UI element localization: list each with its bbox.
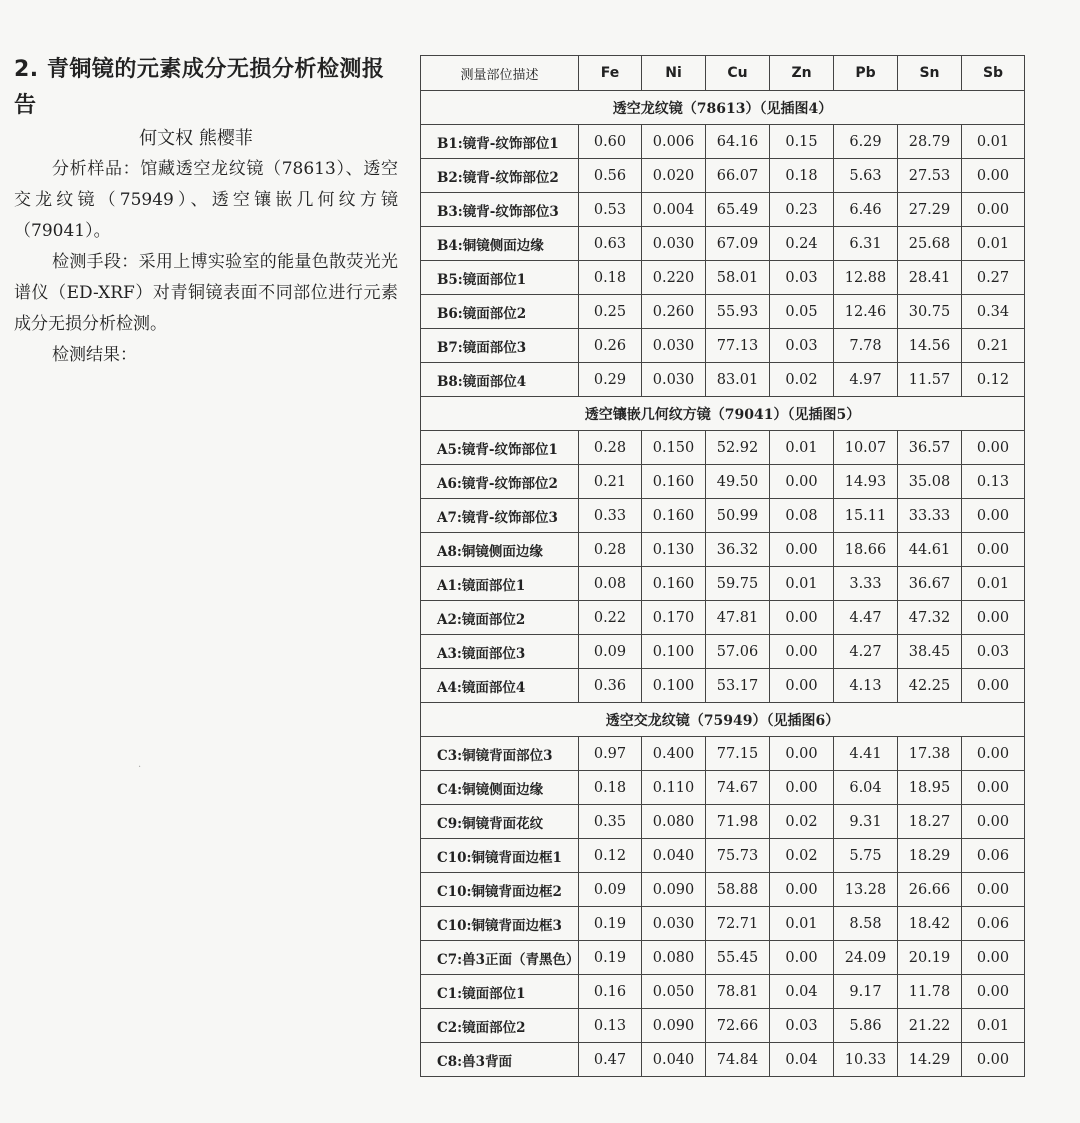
table-row [421, 669, 1025, 703]
cell-sb: 0.01 [962, 227, 1025, 261]
cell-sb: 0.01 [962, 125, 1025, 159]
cell-sb: 0.00 [962, 771, 1025, 805]
cell-zn: 0.01 [770, 567, 834, 601]
cell-sb: 0.03 [962, 635, 1025, 669]
cell-zn: 0.00 [770, 669, 834, 703]
cell-sn: 38.45 [898, 635, 962, 669]
cell-cu: 77.13 [706, 329, 770, 363]
cell-zn: 0.24 [770, 227, 834, 261]
cell-fe: 0.22 [579, 601, 642, 635]
cell-pb: 12.46 [834, 295, 898, 329]
table-row [421, 329, 1025, 363]
table-row [421, 159, 1025, 193]
cell-sn: 21.22 [898, 1009, 962, 1043]
cell-zn: 0.00 [770, 635, 834, 669]
cell-sn: 33.33 [898, 499, 962, 533]
table-row [421, 465, 1025, 499]
table-row [421, 839, 1025, 873]
cell-fe: 0.28 [579, 431, 642, 465]
cell-cu: 67.09 [706, 227, 770, 261]
cell-fe: 0.47 [579, 1043, 642, 1077]
row-label: A8:铜镜侧面边缘 [421, 533, 579, 567]
cell-sb: 0.21 [962, 329, 1025, 363]
cell-cu: 59.75 [706, 567, 770, 601]
cell-fe: 0.25 [579, 295, 642, 329]
cell-pb: 10.07 [834, 431, 898, 465]
table-row [421, 431, 1025, 465]
row-label: C10:铜镜背面边框3 [421, 907, 579, 941]
table-row [421, 533, 1025, 567]
cell-sn: 14.56 [898, 329, 962, 363]
cell-zn: 0.01 [770, 431, 834, 465]
cell-pb: 7.78 [834, 329, 898, 363]
cell-pb: 12.88 [834, 261, 898, 295]
cell-fe: 0.08 [579, 567, 642, 601]
cell-fe: 0.13 [579, 1009, 642, 1043]
cell-sb: 0.34 [962, 295, 1025, 329]
cell-pb: 18.66 [834, 533, 898, 567]
cell-zn: 0.15 [770, 125, 834, 159]
cell-zn: 0.00 [770, 737, 834, 771]
cell-sn: 14.29 [898, 1043, 962, 1077]
cell-pb: 6.31 [834, 227, 898, 261]
cell-sn: 35.08 [898, 465, 962, 499]
cell-fe: 0.19 [579, 907, 642, 941]
row-label: C2:镜面部位2 [421, 1009, 579, 1043]
cell-sb: 0.00 [962, 975, 1025, 1009]
cell-zn: 0.00 [770, 533, 834, 567]
row-label: C8:兽3背面 [421, 1043, 579, 1077]
cell-cu: 78.81 [706, 975, 770, 1009]
cell-zn: 0.18 [770, 159, 834, 193]
table-row [421, 499, 1025, 533]
cell-pb: 4.41 [834, 737, 898, 771]
cell-sn: 18.27 [898, 805, 962, 839]
cell-sb: 0.00 [962, 941, 1025, 975]
table-row [421, 295, 1025, 329]
section-header-row [421, 703, 1025, 737]
cell-fe: 0.29 [579, 363, 642, 397]
cell-sn: 44.61 [898, 533, 962, 567]
cell-cu: 65.49 [706, 193, 770, 227]
header-description: 测量部位描述 [421, 56, 579, 91]
cell-fe: 0.19 [579, 941, 642, 975]
cell-ni: 0.050 [642, 975, 706, 1009]
table-row [421, 193, 1025, 227]
row-label: C4:铜镜侧面边缘 [421, 771, 579, 805]
cell-cu: 72.66 [706, 1009, 770, 1043]
cell-pb: 4.97 [834, 363, 898, 397]
cell-ni: 0.150 [642, 431, 706, 465]
cell-sb: 0.00 [962, 873, 1025, 907]
cell-cu: 72.71 [706, 907, 770, 941]
cell-zn: 0.00 [770, 873, 834, 907]
section-title: 透空龙纹镜（78613）（见插图4） [421, 91, 1025, 125]
table-row [421, 805, 1025, 839]
cell-ni: 0.006 [642, 125, 706, 159]
cell-sn: 36.57 [898, 431, 962, 465]
cell-pb: 6.46 [834, 193, 898, 227]
composition-table-wrapper [420, 55, 1025, 1077]
row-label: C1:镜面部位1 [421, 975, 579, 1009]
cell-fe: 0.33 [579, 499, 642, 533]
table-row [421, 125, 1025, 159]
row-label: A6:镜背-纹饰部位2 [421, 465, 579, 499]
cell-fe: 0.21 [579, 465, 642, 499]
cell-cu: 49.50 [706, 465, 770, 499]
cell-sb: 0.00 [962, 1043, 1025, 1077]
cell-cu: 66.07 [706, 159, 770, 193]
cell-sb: 0.00 [962, 533, 1025, 567]
table-row [421, 227, 1025, 261]
cell-cu: 74.67 [706, 771, 770, 805]
cell-ni: 0.160 [642, 499, 706, 533]
cell-ni: 0.170 [642, 601, 706, 635]
cell-fe: 0.97 [579, 737, 642, 771]
row-label: B7:镜面部位3 [421, 329, 579, 363]
cell-ni: 0.130 [642, 533, 706, 567]
cell-sn: 18.95 [898, 771, 962, 805]
cell-cu: 47.81 [706, 601, 770, 635]
cell-sn: 30.75 [898, 295, 962, 329]
cell-pb: 5.86 [834, 1009, 898, 1043]
cell-ni: 0.030 [642, 227, 706, 261]
cell-zn: 0.04 [770, 1043, 834, 1077]
cell-ni: 0.090 [642, 1009, 706, 1043]
header-ni: Ni [642, 56, 706, 91]
table-header-row [421, 56, 1025, 91]
cell-cu: 58.88 [706, 873, 770, 907]
cell-sn: 17.38 [898, 737, 962, 771]
table-row [421, 261, 1025, 295]
row-label: B2:镜背-纹饰部位2 [421, 159, 579, 193]
cell-zn: 0.00 [770, 465, 834, 499]
cell-ni: 0.100 [642, 669, 706, 703]
section-title: 透空交龙纹镜（75949）（见插图6） [421, 703, 1025, 737]
cell-sn: 36.67 [898, 567, 962, 601]
cell-sn: 11.57 [898, 363, 962, 397]
table-row [421, 771, 1025, 805]
section-header-row [421, 397, 1025, 431]
cell-fe: 0.60 [579, 125, 642, 159]
cell-ni: 0.040 [642, 1043, 706, 1077]
cell-sb: 0.13 [962, 465, 1025, 499]
cell-sb: 0.00 [962, 805, 1025, 839]
cell-zn: 0.08 [770, 499, 834, 533]
cell-zn: 0.04 [770, 975, 834, 1009]
table-row [421, 601, 1025, 635]
cell-pb: 13.28 [834, 873, 898, 907]
cell-sn: 11.78 [898, 975, 962, 1009]
cell-cu: 74.84 [706, 1043, 770, 1077]
cell-ni: 0.100 [642, 635, 706, 669]
section-header-row [421, 91, 1025, 125]
cell-pb: 8.58 [834, 907, 898, 941]
cell-zn: 0.00 [770, 771, 834, 805]
cell-cu: 55.45 [706, 941, 770, 975]
cell-zn: 0.03 [770, 1009, 834, 1043]
cell-sb: 0.27 [962, 261, 1025, 295]
cell-fe: 0.16 [579, 975, 642, 1009]
cell-pb: 5.63 [834, 159, 898, 193]
cell-cu: 71.98 [706, 805, 770, 839]
cell-cu: 50.99 [706, 499, 770, 533]
cell-sb: 0.00 [962, 193, 1025, 227]
cell-ni: 0.030 [642, 363, 706, 397]
table-row [421, 1009, 1025, 1043]
cell-cu: 53.17 [706, 669, 770, 703]
row-label: C9:铜镜背面花纹 [421, 805, 579, 839]
cell-cu: 77.15 [706, 737, 770, 771]
samples-paragraph: 分析样品：馆藏透空龙纹镜（78613）、透空交龙纹镜（75949）、透空镶嵌几何纹方镜（79041）。 [14, 159, 398, 241]
cell-ni: 0.160 [642, 567, 706, 601]
cell-pb: 10.33 [834, 1043, 898, 1077]
cell-ni: 0.090 [642, 873, 706, 907]
cell-pb: 4.47 [834, 601, 898, 635]
cell-sn: 42.25 [898, 669, 962, 703]
row-label: A2:镜面部位2 [421, 601, 579, 635]
composition-table [420, 55, 1025, 1077]
cell-cu: 52.92 [706, 431, 770, 465]
row-label: B8:镜面部位4 [421, 363, 579, 397]
cell-pb: 3.33 [834, 567, 898, 601]
cell-cu: 58.01 [706, 261, 770, 295]
cell-pb: 24.09 [834, 941, 898, 975]
table-row [421, 567, 1025, 601]
table-row [421, 941, 1025, 975]
row-label: C10:铜镜背面边框2 [421, 873, 579, 907]
cell-cu: 83.01 [706, 363, 770, 397]
row-label: A5:镜背-纹饰部位1 [421, 431, 579, 465]
table-row [421, 1043, 1025, 1077]
cell-zn: 0.02 [770, 363, 834, 397]
cell-fe: 0.56 [579, 159, 642, 193]
cell-pb: 6.29 [834, 125, 898, 159]
cell-ni: 0.080 [642, 805, 706, 839]
table-row [421, 635, 1025, 669]
row-label: A7:镜背-纹饰部位3 [421, 499, 579, 533]
authors: 何文权 熊樱菲 [139, 128, 253, 149]
cell-pb: 14.93 [834, 465, 898, 499]
row-label: A3:镜面部位3 [421, 635, 579, 669]
cell-ni: 0.400 [642, 737, 706, 771]
cell-pb: 6.04 [834, 771, 898, 805]
cell-zn: 0.00 [770, 941, 834, 975]
table-row [421, 737, 1025, 771]
cell-sn: 27.29 [898, 193, 962, 227]
row-label: B6:镜面部位2 [421, 295, 579, 329]
cell-sb: 0.06 [962, 907, 1025, 941]
cell-sb: 0.00 [962, 159, 1025, 193]
cell-pb: 9.17 [834, 975, 898, 1009]
cell-zn: 0.03 [770, 261, 834, 295]
cell-cu: 64.16 [706, 125, 770, 159]
cell-zn: 0.01 [770, 907, 834, 941]
cell-zn: 0.02 [770, 839, 834, 873]
method-paragraph: 检测手段：采用上博实验室的能量色散荧光光谱仪（ED-XRF）对青铜镜表面不同部位进行元素成分无损分析检测。 [14, 252, 398, 334]
header-sn: Sn [898, 56, 962, 91]
cell-zn: 0.03 [770, 329, 834, 363]
cell-sn: 20.19 [898, 941, 962, 975]
table-row [421, 363, 1025, 397]
cell-fe: 0.35 [579, 805, 642, 839]
cell-zn: 0.05 [770, 295, 834, 329]
cell-sb: 0.01 [962, 567, 1025, 601]
row-label: B5:镜面部位1 [421, 261, 579, 295]
cell-fe: 0.18 [579, 771, 642, 805]
row-label: A1:镜面部位1 [421, 567, 579, 601]
cell-ni: 0.220 [642, 261, 706, 295]
cell-sb: 0.00 [962, 601, 1025, 635]
row-label: A4:镜面部位4 [421, 669, 579, 703]
cell-fe: 0.36 [579, 669, 642, 703]
cell-fe: 0.18 [579, 261, 642, 295]
cell-sb: 0.06 [962, 839, 1025, 873]
cell-pb: 15.11 [834, 499, 898, 533]
cell-sb: 0.00 [962, 669, 1025, 703]
cell-cu: 36.32 [706, 533, 770, 567]
cell-fe: 0.28 [579, 533, 642, 567]
cell-fe: 0.53 [579, 193, 642, 227]
cell-ni: 0.160 [642, 465, 706, 499]
row-label: B3:镜背-纹饰部位3 [421, 193, 579, 227]
cell-pb: 9.31 [834, 805, 898, 839]
cell-cu: 57.06 [706, 635, 770, 669]
header-sb: Sb [962, 56, 1025, 91]
table-row [421, 975, 1025, 1009]
cell-sn: 18.42 [898, 907, 962, 941]
cell-sn: 27.53 [898, 159, 962, 193]
results-heading: 检测结果： [52, 345, 137, 365]
paper-speck: · [138, 762, 142, 773]
cell-zn: 0.23 [770, 193, 834, 227]
header-cu: Cu [706, 56, 770, 91]
cell-sn: 25.68 [898, 227, 962, 261]
cell-sn: 28.41 [898, 261, 962, 295]
table-body [421, 91, 1025, 1077]
cell-fe: 0.09 [579, 635, 642, 669]
header-zn: Zn [770, 56, 834, 91]
section-title: 透空镶嵌几何纹方镜（79041）（见插图5） [421, 397, 1025, 431]
cell-zn: 0.00 [770, 601, 834, 635]
cell-ni: 0.030 [642, 329, 706, 363]
report-text-column [14, 52, 398, 371]
cell-fe: 0.63 [579, 227, 642, 261]
cell-cu: 75.73 [706, 839, 770, 873]
cell-ni: 0.020 [642, 159, 706, 193]
cell-sb: 0.00 [962, 737, 1025, 771]
cell-pb: 5.75 [834, 839, 898, 873]
cell-pb: 4.27 [834, 635, 898, 669]
cell-fe: 0.12 [579, 839, 642, 873]
row-label: B4:铜镜侧面边缘 [421, 227, 579, 261]
cell-fe: 0.09 [579, 873, 642, 907]
cell-sn: 47.32 [898, 601, 962, 635]
cell-ni: 0.080 [642, 941, 706, 975]
row-label: C3:铜镜背面部位3 [421, 737, 579, 771]
table-row [421, 907, 1025, 941]
cell-ni: 0.040 [642, 839, 706, 873]
row-label: B1:镜背-纹饰部位1 [421, 125, 579, 159]
report-title: 2. 青铜镜的元素成分无损分析检测报告 [14, 57, 385, 118]
cell-sb: 0.12 [962, 363, 1025, 397]
cell-sn: 26.66 [898, 873, 962, 907]
cell-zn: 0.02 [770, 805, 834, 839]
cell-cu: 55.93 [706, 295, 770, 329]
cell-sb: 0.01 [962, 1009, 1025, 1043]
cell-sn: 28.79 [898, 125, 962, 159]
cell-pb: 4.13 [834, 669, 898, 703]
row-label: C10:铜镜背面边框1 [421, 839, 579, 873]
cell-sb: 0.00 [962, 499, 1025, 533]
header-fe: Fe [579, 56, 642, 91]
cell-fe: 0.26 [579, 329, 642, 363]
cell-sb: 0.00 [962, 431, 1025, 465]
row-label: C7:兽3正面（青黑色） [421, 941, 579, 975]
cell-ni: 0.110 [642, 771, 706, 805]
cell-ni: 0.260 [642, 295, 706, 329]
header-pb: Pb [834, 56, 898, 91]
cell-sn: 18.29 [898, 839, 962, 873]
table-row [421, 873, 1025, 907]
cell-ni: 0.004 [642, 193, 706, 227]
cell-ni: 0.030 [642, 907, 706, 941]
